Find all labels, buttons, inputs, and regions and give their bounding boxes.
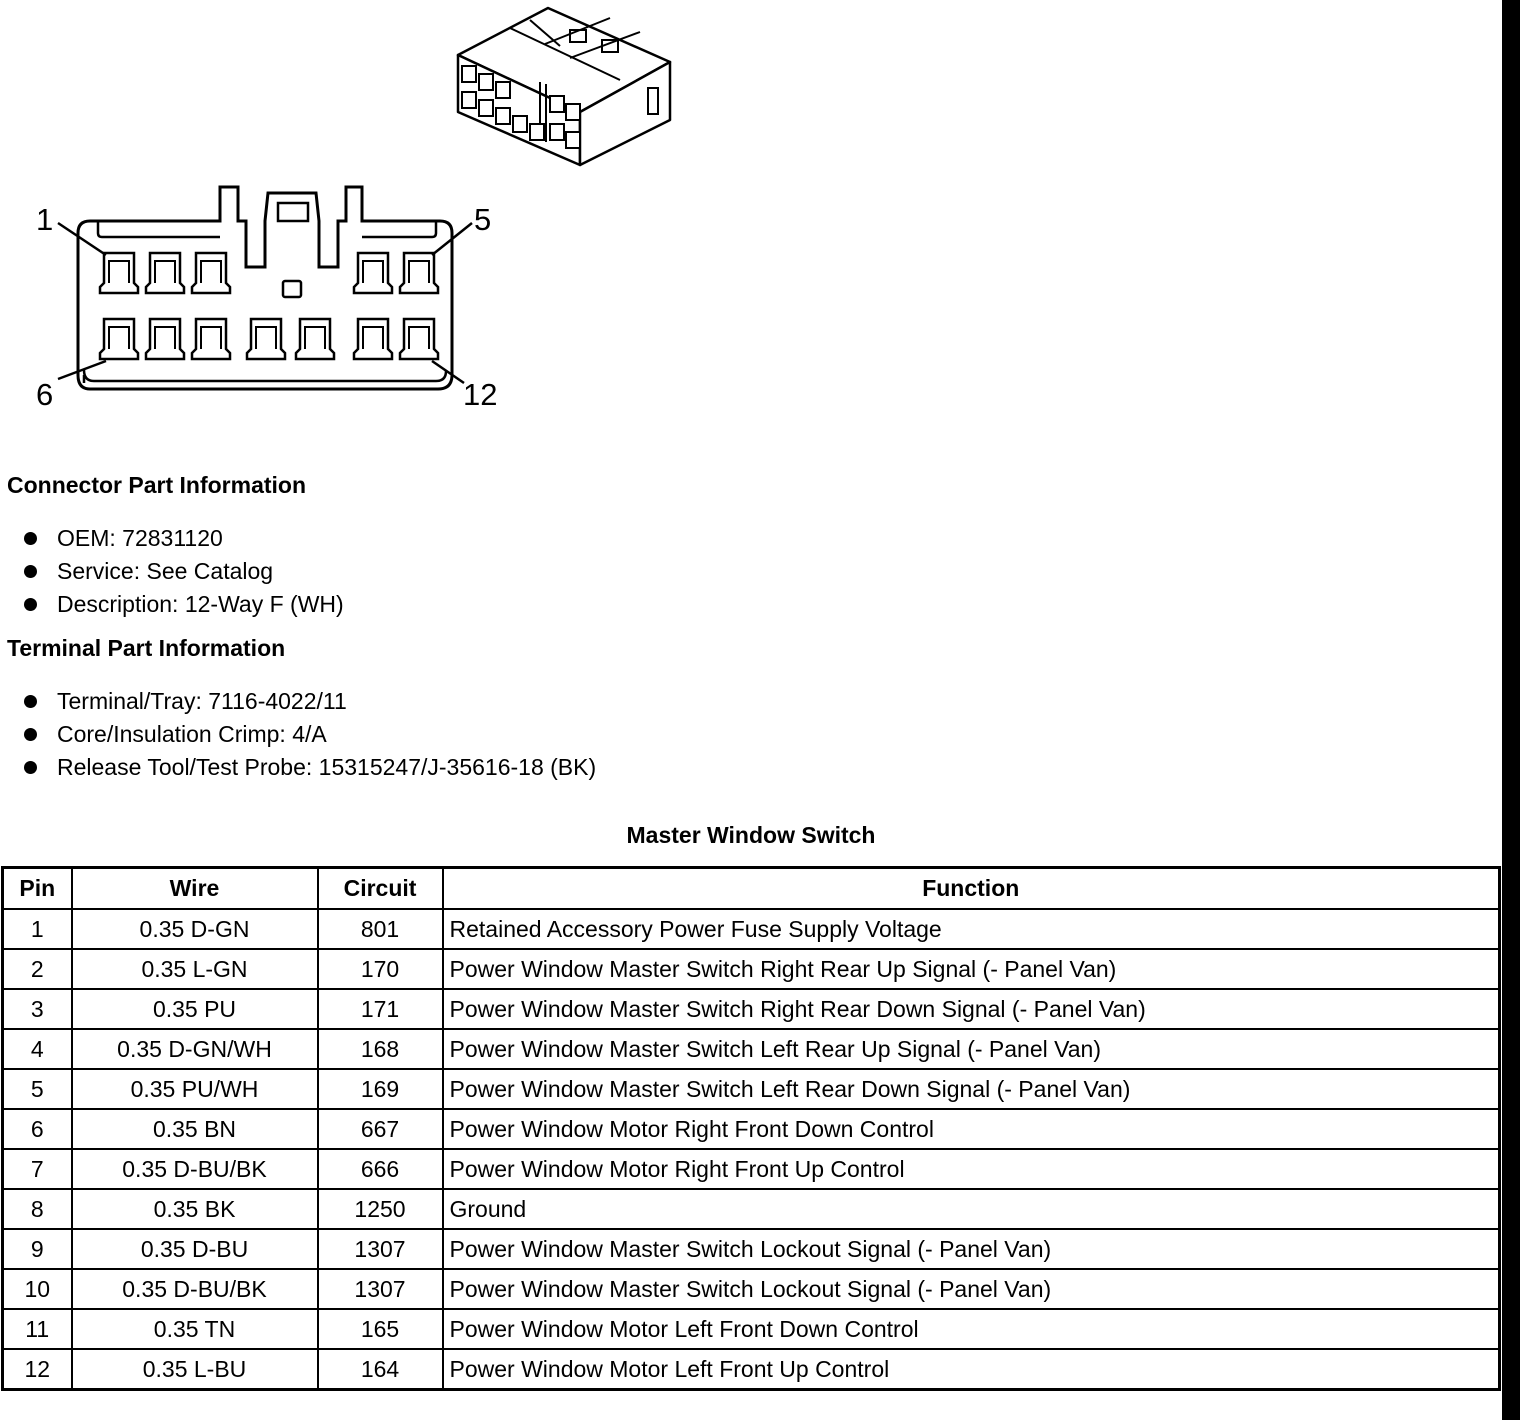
cell-function: Power Window Motor Left Front Down Control [443, 1309, 1500, 1349]
cell-pin: 6 [3, 1109, 72, 1149]
terminal-cavity [400, 253, 438, 293]
table-row [3, 1349, 1500, 1390]
cell-function: Power Window Motor Left Front Up Control [443, 1349, 1500, 1390]
cell-wire: 0.35 BK [72, 1189, 318, 1229]
connector-face-view [20, 175, 520, 420]
connector-isometric-illustration [450, 0, 680, 175]
cell-wire: 0.35 L-BU [72, 1349, 318, 1390]
table-title: Master Window Switch [626, 822, 876, 848]
cell-wire: 0.35 D-BU/BK [72, 1149, 318, 1189]
terminal-cavity [146, 319, 184, 359]
table-row [3, 1269, 1500, 1309]
list-item: Description: 12-Way F (WH) [24, 588, 344, 621]
cell-wire: 0.35 L-GN [72, 949, 318, 989]
column-header-function: Function [443, 868, 1500, 910]
cell-circuit: 169 [318, 1069, 443, 1109]
list-item: Core/Insulation Crimp: 4/A [24, 718, 596, 751]
table-row [3, 989, 1500, 1029]
terminal-part-list [24, 685, 596, 784]
cell-circuit: 170 [318, 949, 443, 989]
pin-label-1: 1 [36, 202, 54, 237]
terminal-cavity [192, 253, 230, 293]
cell-wire: 0.35 BN [72, 1109, 318, 1149]
terminal-cavity [400, 319, 438, 359]
connector-part-heading: Connector Part Information [7, 472, 307, 498]
table-row [3, 1309, 1500, 1349]
cell-pin: 3 [3, 989, 72, 1029]
pin-label-12: 12 [463, 377, 498, 412]
bullet-icon [24, 598, 37, 611]
connector-part-list [24, 522, 344, 621]
page-edge-bar [1502, 0, 1520, 1420]
cell-pin: 9 [3, 1229, 72, 1269]
table-row [3, 949, 1500, 989]
list-item: Terminal/Tray: 7116-4022/11 [24, 685, 596, 718]
cell-function: Power Window Master Switch Right Rear Down Signal (- Panel Van) [443, 989, 1500, 1029]
cell-pin: 11 [3, 1309, 72, 1349]
terminal-cavity [146, 253, 184, 293]
cell-function: Power Window Master Switch Lockout Signal (- Panel Van) [443, 1269, 1500, 1309]
cell-pin: 10 [3, 1269, 72, 1309]
cell-pin: 4 [3, 1029, 72, 1069]
cell-function: Power Window Master Switch Left Rear Down Signal (- Panel Van) [443, 1069, 1500, 1109]
table-row [3, 1069, 1500, 1109]
table-header-row [3, 868, 1500, 910]
cell-wire: 0.35 D-BU/BK [72, 1269, 318, 1309]
column-header-circuit: Circuit [318, 868, 443, 910]
bullet-icon [24, 761, 37, 774]
cell-circuit: 666 [318, 1149, 443, 1189]
cell-wire: 0.35 D-GN/WH [72, 1029, 318, 1069]
cell-wire: 0.35 PU/WH [72, 1069, 318, 1109]
cell-pin: 5 [3, 1069, 72, 1109]
terminal-cavity [354, 253, 392, 293]
terminal-cavity [296, 319, 334, 359]
pinout-table [1, 866, 1501, 1391]
cell-wire: 0.35 D-GN [72, 909, 318, 949]
cell-circuit: 1250 [318, 1189, 443, 1229]
bullet-icon [24, 565, 37, 578]
cell-function: Power Window Master Switch Lockout Signal (- Panel Van) [443, 1229, 1500, 1269]
cell-circuit: 171 [318, 989, 443, 1029]
cell-pin: 7 [3, 1149, 72, 1189]
bullet-icon [24, 728, 37, 741]
list-item: Release Tool/Test Probe: 15315247/J-35616-18 (BK) [24, 751, 596, 784]
table-row [3, 1029, 1500, 1069]
cell-wire: 0.35 PU [72, 989, 318, 1029]
cell-function: Retained Accessory Power Fuse Supply Voltage [443, 909, 1500, 949]
cell-circuit: 168 [318, 1029, 443, 1069]
cell-function: Ground [443, 1189, 1500, 1229]
cell-function: Power Window Motor Right Front Down Control [443, 1109, 1500, 1149]
cell-circuit: 667 [318, 1109, 443, 1149]
bullet-icon [24, 695, 37, 708]
cell-pin: 8 [3, 1189, 72, 1229]
cell-pin: 12 [3, 1349, 72, 1390]
list-item: OEM: 72831120 [24, 522, 344, 555]
list-item: Service: See Catalog [24, 555, 344, 588]
column-header-pin: Pin [3, 868, 72, 910]
cell-function: Power Window Master Switch Left Rear Up Signal (- Panel Van) [443, 1029, 1500, 1069]
cell-function: Power Window Master Switch Right Rear Up Signal (- Panel Van) [443, 949, 1500, 989]
table-row [3, 1189, 1500, 1229]
pin-label-6: 6 [36, 377, 54, 412]
cell-wire: 0.35 TN [72, 1309, 318, 1349]
column-header-wire: Wire [72, 868, 318, 910]
terminal-cavity [247, 319, 285, 359]
table-row [3, 1229, 1500, 1269]
table-body [3, 909, 1500, 1390]
cell-wire: 0.35 D-BU [72, 1229, 318, 1269]
table-row [3, 909, 1500, 949]
terminal-cavity [100, 319, 138, 359]
terminal-cavity [100, 253, 138, 293]
table-row [3, 1149, 1500, 1189]
terminal-cavity [354, 319, 392, 359]
cell-pin: 2 [3, 949, 72, 989]
cell-circuit: 165 [318, 1309, 443, 1349]
cell-circuit: 164 [318, 1349, 443, 1390]
cell-circuit: 801 [318, 909, 443, 949]
table-row [3, 1109, 1500, 1149]
cell-pin: 1 [3, 909, 72, 949]
pin-label-5: 5 [474, 202, 492, 237]
bullet-icon [24, 532, 37, 545]
cell-circuit: 1307 [318, 1229, 443, 1269]
terminal-cavity [192, 319, 230, 359]
cell-circuit: 1307 [318, 1269, 443, 1309]
cell-function: Power Window Motor Right Front Up Control [443, 1149, 1500, 1189]
terminal-part-heading: Terminal Part Information [7, 635, 286, 661]
